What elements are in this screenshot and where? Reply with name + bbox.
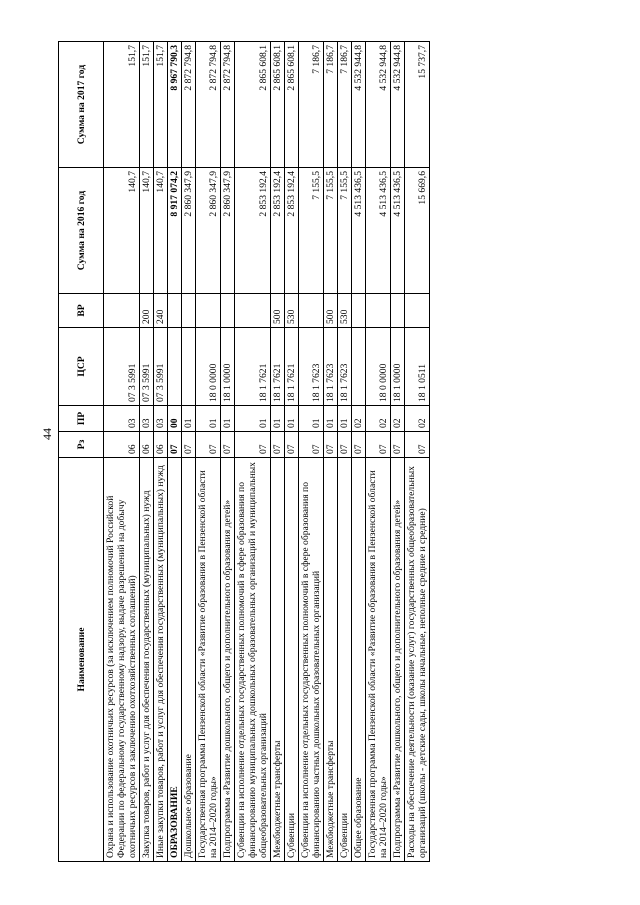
- cell-name: ОБРАЗОВАНИЕ: [168, 458, 182, 862]
- cell-sum-2016: 140,7: [154, 168, 168, 294]
- cell-vr: 500: [271, 294, 285, 328]
- cell-csr: 07 3 5991: [104, 328, 140, 406]
- cell-vr: 530: [285, 294, 299, 328]
- cell-sum-2016: 7 155,5: [299, 168, 324, 294]
- table-row: [324, 42, 338, 862]
- cell-name: Общее образование: [352, 458, 366, 862]
- cell-sum-2016: 8 917 074,2: [168, 168, 182, 294]
- cell-pr: 02: [391, 406, 405, 432]
- budget-table: [58, 41, 430, 862]
- cell-name: Субвенции: [338, 458, 352, 862]
- table-row: [196, 42, 221, 862]
- cell-sum-2017: 2 872 794,8: [182, 42, 196, 168]
- cell-name: Субвенции на исполнение отдельных государственных полномочий в сфере образования по финансированию муниципальных дошкольных образовательных организаций и муниципальных общеобразовательных организаций: [235, 458, 271, 862]
- cell-vr: 530: [338, 294, 352, 328]
- rotated-page: [58, 42, 430, 862]
- table-row: [104, 42, 140, 862]
- cell-csr: 07 3 5991: [154, 328, 168, 406]
- cell-vr: [235, 294, 271, 328]
- cell-pr: 01: [182, 406, 196, 432]
- cell-vr: [196, 294, 221, 328]
- cell-sum-2017: 2 865 608,1: [285, 42, 299, 168]
- cell-rz: 07: [271, 432, 285, 458]
- cell-rz: 07: [182, 432, 196, 458]
- cell-sum-2016: 2 860 347,9: [221, 168, 235, 294]
- table-row: [168, 42, 182, 862]
- cell-pr: 02: [366, 406, 391, 432]
- cell-csr: 18 1 7621: [235, 328, 271, 406]
- cell-rz: 07: [168, 432, 182, 458]
- cell-sum-2017: 7 186,7: [338, 42, 352, 168]
- cell-pr: 01: [299, 406, 324, 432]
- cell-rz: 06: [140, 432, 154, 458]
- cell-name: Иные закупки товаров, работ и услуг для обеспечения государственных (муниципальных) нужд: [154, 458, 168, 862]
- cell-name: Государственная программа Пензенской области «Развитие образования в Пензенской области на 2014–2020 годы»: [196, 458, 221, 862]
- table-row: [299, 42, 324, 862]
- cell-vr: 500: [324, 294, 338, 328]
- cell-rz: 06: [154, 432, 168, 458]
- cell-csr: 18 1 7621: [285, 328, 299, 406]
- cell-csr: 18 1 0000: [391, 328, 405, 406]
- cell-csr: 18 1 7621: [271, 328, 285, 406]
- cell-sum-2016: 7 155,5: [338, 168, 352, 294]
- cell-pr: 03: [104, 406, 140, 432]
- table-header-row: [59, 42, 104, 862]
- cell-sum-2017: 4 532 944,8: [352, 42, 366, 168]
- cell-sum-2017: 2 872 794,8: [221, 42, 235, 168]
- cell-csr: 18 0 0000: [196, 328, 221, 406]
- cell-vr: [405, 294, 430, 328]
- cell-rz: 07: [196, 432, 221, 458]
- cell-name: Подпрограмма «Развитие дошкольного, общего и дополнительного образования детей»: [221, 458, 235, 862]
- cell-name: Закупка товаров, работ и услуг для обеспечения государственных (муниципальных) нужд: [140, 458, 154, 862]
- table-row: [221, 42, 235, 862]
- cell-sum-2016: 4 513 436,5: [366, 168, 391, 294]
- cell-sum-2016: 4 513 436,5: [352, 168, 366, 294]
- table-row: [140, 42, 154, 862]
- cell-csr: 18 1 7623: [324, 328, 338, 406]
- cell-vr: 200: [140, 294, 154, 328]
- cell-rz: 07: [235, 432, 271, 458]
- cell-vr: [168, 294, 182, 328]
- cell-csr: [182, 328, 196, 406]
- cell-rz: 06: [104, 432, 140, 458]
- cell-vr: [104, 294, 140, 328]
- cell-sum-2017: 2 865 608,1: [235, 42, 271, 168]
- cell-rz: 07: [405, 432, 430, 458]
- cell-sum-2016: 140,7: [104, 168, 140, 294]
- table-row: [154, 42, 168, 862]
- cell-rz: 07: [299, 432, 324, 458]
- header-vr: ВР: [59, 294, 104, 328]
- cell-vr: [221, 294, 235, 328]
- cell-name: Субвенции: [285, 458, 299, 862]
- header-name: Наименование: [59, 458, 104, 862]
- cell-csr: [168, 328, 182, 406]
- table-row: [235, 42, 271, 862]
- cell-sum-2016: 2 860 347,9: [182, 168, 196, 294]
- cell-pr: 02: [405, 406, 430, 432]
- cell-name: Подпрограмма «Развитие дошкольного, общего и дополнительного образования детей»: [391, 458, 405, 862]
- cell-csr: 18 1 0511: [405, 328, 430, 406]
- cell-sum-2016: 2 853 192,4: [285, 168, 299, 294]
- cell-pr: 00: [168, 406, 182, 432]
- cell-name: Расходы на обеспечение деятельности (оказание услуг) государственных общеобразовательных организаций (школы - детские сады, школы начальные, неполные средние и средние): [405, 458, 430, 862]
- cell-sum-2016: 4 513 436,5: [391, 168, 405, 294]
- cell-name: Дошкольное образование: [182, 458, 196, 862]
- cell-csr: [352, 328, 366, 406]
- table-row: [405, 42, 430, 862]
- cell-vr: [299, 294, 324, 328]
- cell-vr: [182, 294, 196, 328]
- page-number: 44: [40, 428, 54, 440]
- cell-pr: 01: [285, 406, 299, 432]
- table-body: [104, 42, 430, 862]
- cell-name: Охрана и использование охотничьих ресурсов (за исключением полномочий Российской Федерации по федеральному государственному надзору, выдаче разрешений на добычу охотничьих ресурсов и заключению охотхозяйственных соглашений): [104, 458, 140, 862]
- cell-pr: 01: [271, 406, 285, 432]
- cell-vr: 240: [154, 294, 168, 328]
- cell-sum-2017: 8 967 790,3: [168, 42, 182, 168]
- cell-csr: 07 3 5991: [140, 328, 154, 406]
- cell-rz: 07: [285, 432, 299, 458]
- cell-rz: 07: [221, 432, 235, 458]
- cell-csr: 18 0 0000: [366, 328, 391, 406]
- cell-sum-2016: 2 860 347,9: [196, 168, 221, 294]
- cell-name: Государственная программа Пензенской области «Развитие образования в Пензенской области на 2014–2020 годы»: [366, 458, 391, 862]
- cell-sum-2017: 7 186,7: [299, 42, 324, 168]
- cell-rz: 07: [352, 432, 366, 458]
- cell-sum-2017: 7 186,7: [324, 42, 338, 168]
- cell-pr: 03: [140, 406, 154, 432]
- cell-name: Межбюджетные трансферты: [324, 458, 338, 862]
- cell-sum-2016: 140,7: [140, 168, 154, 294]
- cell-pr: 03: [154, 406, 168, 432]
- cell-pr: 01: [196, 406, 221, 432]
- cell-pr: 01: [221, 406, 235, 432]
- cell-pr: 01: [324, 406, 338, 432]
- cell-sum-2017: 15 737,7: [405, 42, 430, 168]
- header-sum-2017: Сумма на 2017 год: [59, 42, 104, 168]
- cell-pr: 02: [352, 406, 366, 432]
- cell-vr: [352, 294, 366, 328]
- table-row: [182, 42, 196, 862]
- header-csr: ЦСР: [59, 328, 104, 406]
- cell-sum-2016: 15 669,6: [405, 168, 430, 294]
- cell-pr: 01: [235, 406, 271, 432]
- cell-sum-2017: 2 872 794,8: [196, 42, 221, 168]
- header-sum-2016: Сумма на 2016 год: [59, 168, 104, 294]
- header-rz: Рз: [59, 432, 104, 458]
- table-row: [285, 42, 299, 862]
- cell-sum-2017: 2 865 608,1: [271, 42, 285, 168]
- cell-sum-2017: 4 532 944,8: [391, 42, 405, 168]
- cell-sum-2017: 4 532 944,8: [366, 42, 391, 168]
- cell-sum-2016: 2 853 192,4: [271, 168, 285, 294]
- table-row: [271, 42, 285, 862]
- cell-vr: [391, 294, 405, 328]
- cell-csr: 18 1 7623: [338, 328, 352, 406]
- cell-csr: 18 1 0000: [221, 328, 235, 406]
- table-row: [366, 42, 391, 862]
- cell-pr: 01: [338, 406, 352, 432]
- cell-name: Субвенции на исполнение отдельных государственных полномочий в сфере образования по финансированию частных дошкольных образовательных организаций: [299, 458, 324, 862]
- cell-csr: 18 1 7623: [299, 328, 324, 406]
- cell-sum-2017: 151,7: [140, 42, 154, 168]
- cell-rz: 07: [324, 432, 338, 458]
- cell-sum-2016: 7 155,5: [324, 168, 338, 294]
- cell-sum-2016: 2 853 192,4: [235, 168, 271, 294]
- header-pr: ПР: [59, 406, 104, 432]
- table-row: [391, 42, 405, 862]
- cell-sum-2017: 151,7: [104, 42, 140, 168]
- table-row: [352, 42, 366, 862]
- table-row: [338, 42, 352, 862]
- cell-rz: 07: [338, 432, 352, 458]
- cell-vr: [366, 294, 391, 328]
- cell-name: Межбюджетные трансферты: [271, 458, 285, 862]
- cell-rz: 07: [366, 432, 391, 458]
- cell-rz: 07: [391, 432, 405, 458]
- cell-sum-2017: 151,7: [154, 42, 168, 168]
